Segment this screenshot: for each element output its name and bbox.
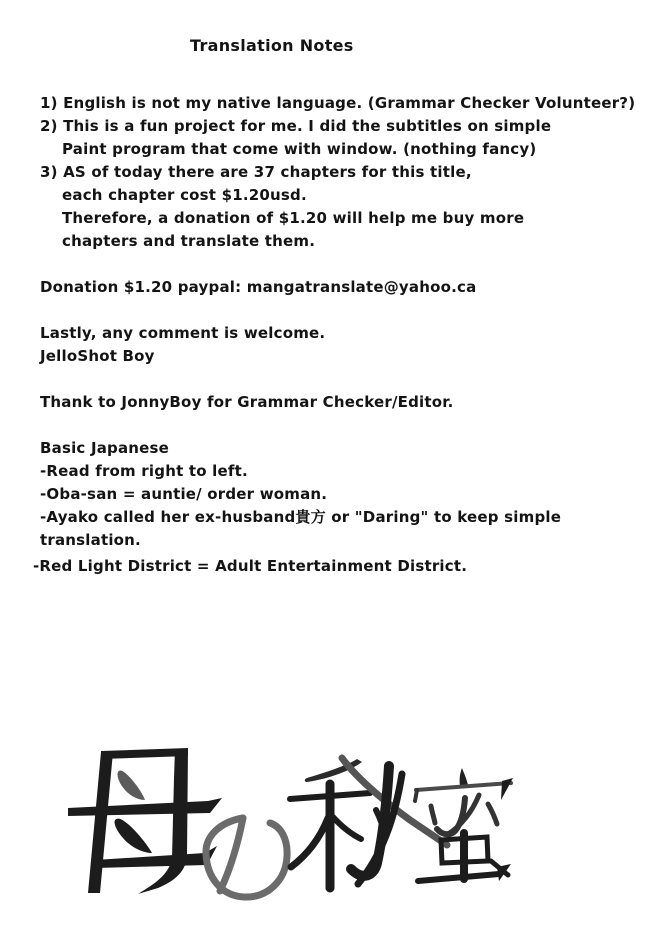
dot-stroke bbox=[117, 771, 145, 801]
basic-japanese-heading: Basic Japanese bbox=[40, 439, 170, 457]
page-title: Translation Notes bbox=[190, 36, 354, 55]
manga-title-text bbox=[0, 0, 1, 1]
notes-body bbox=[33, 92, 646, 578]
japanese-note-line: -Red Light District = Adult Entertainment District. bbox=[33, 557, 468, 575]
stroke bbox=[437, 798, 465, 834]
stroke bbox=[138, 749, 188, 894]
note-line: chapters and translate them. bbox=[62, 232, 316, 250]
stroke bbox=[332, 816, 361, 839]
stroke bbox=[68, 798, 222, 816]
dot-stroke bbox=[115, 819, 152, 853]
stroke bbox=[95, 846, 217, 868]
dot-stroke bbox=[431, 806, 435, 823]
manga-title-art bbox=[50, 738, 520, 908]
translator-name: JelloShot Boy bbox=[40, 347, 155, 365]
note-line: 2) This is a fun project for me. I did the subtitles on simple bbox=[40, 117, 552, 135]
stroke bbox=[418, 874, 499, 881]
stroke bbox=[291, 818, 328, 867]
japanese-note-line: translation. bbox=[40, 531, 141, 549]
stroke bbox=[206, 818, 287, 897]
kanji-haha bbox=[68, 748, 222, 894]
credits-line: Thank to JonnyBoy for Grammar Checker/Editor. bbox=[40, 393, 454, 411]
kanji-mitsu bbox=[415, 768, 513, 881]
stroke bbox=[88, 752, 113, 893]
note-line: Paint program that come with window. (nothing fancy) bbox=[62, 140, 537, 158]
note-line: each chapter cost $1.20usd. bbox=[62, 186, 307, 204]
dot-stroke bbox=[488, 804, 497, 824]
stroke bbox=[415, 790, 417, 801]
dot-stroke bbox=[460, 768, 468, 786]
stroke bbox=[220, 818, 243, 891]
note-line: 1) English is not my native language. (Grammar Checker Volunteer?) bbox=[40, 94, 636, 112]
kana-no bbox=[206, 818, 287, 897]
kanji-hi bbox=[290, 758, 447, 888]
japanese-note-line: -Ayako called her ex-husband貴方 or "Daring" to keep simple bbox=[40, 508, 562, 526]
note-line: Therefore, a donation of $1.20 will help me buy more bbox=[62, 209, 525, 227]
note-line: 3) AS of today there are 37 chapters for this title, bbox=[40, 163, 472, 181]
japanese-note-line: -Oba-san = auntie/ order woman. bbox=[40, 485, 328, 503]
closing-line: Lastly, any comment is welcome. bbox=[40, 324, 326, 342]
donation-line: Donation $1.20 paypal: mangatranslate@yahoo.ca bbox=[40, 278, 477, 296]
japanese-note-line: -Read from right to left. bbox=[40, 462, 248, 480]
